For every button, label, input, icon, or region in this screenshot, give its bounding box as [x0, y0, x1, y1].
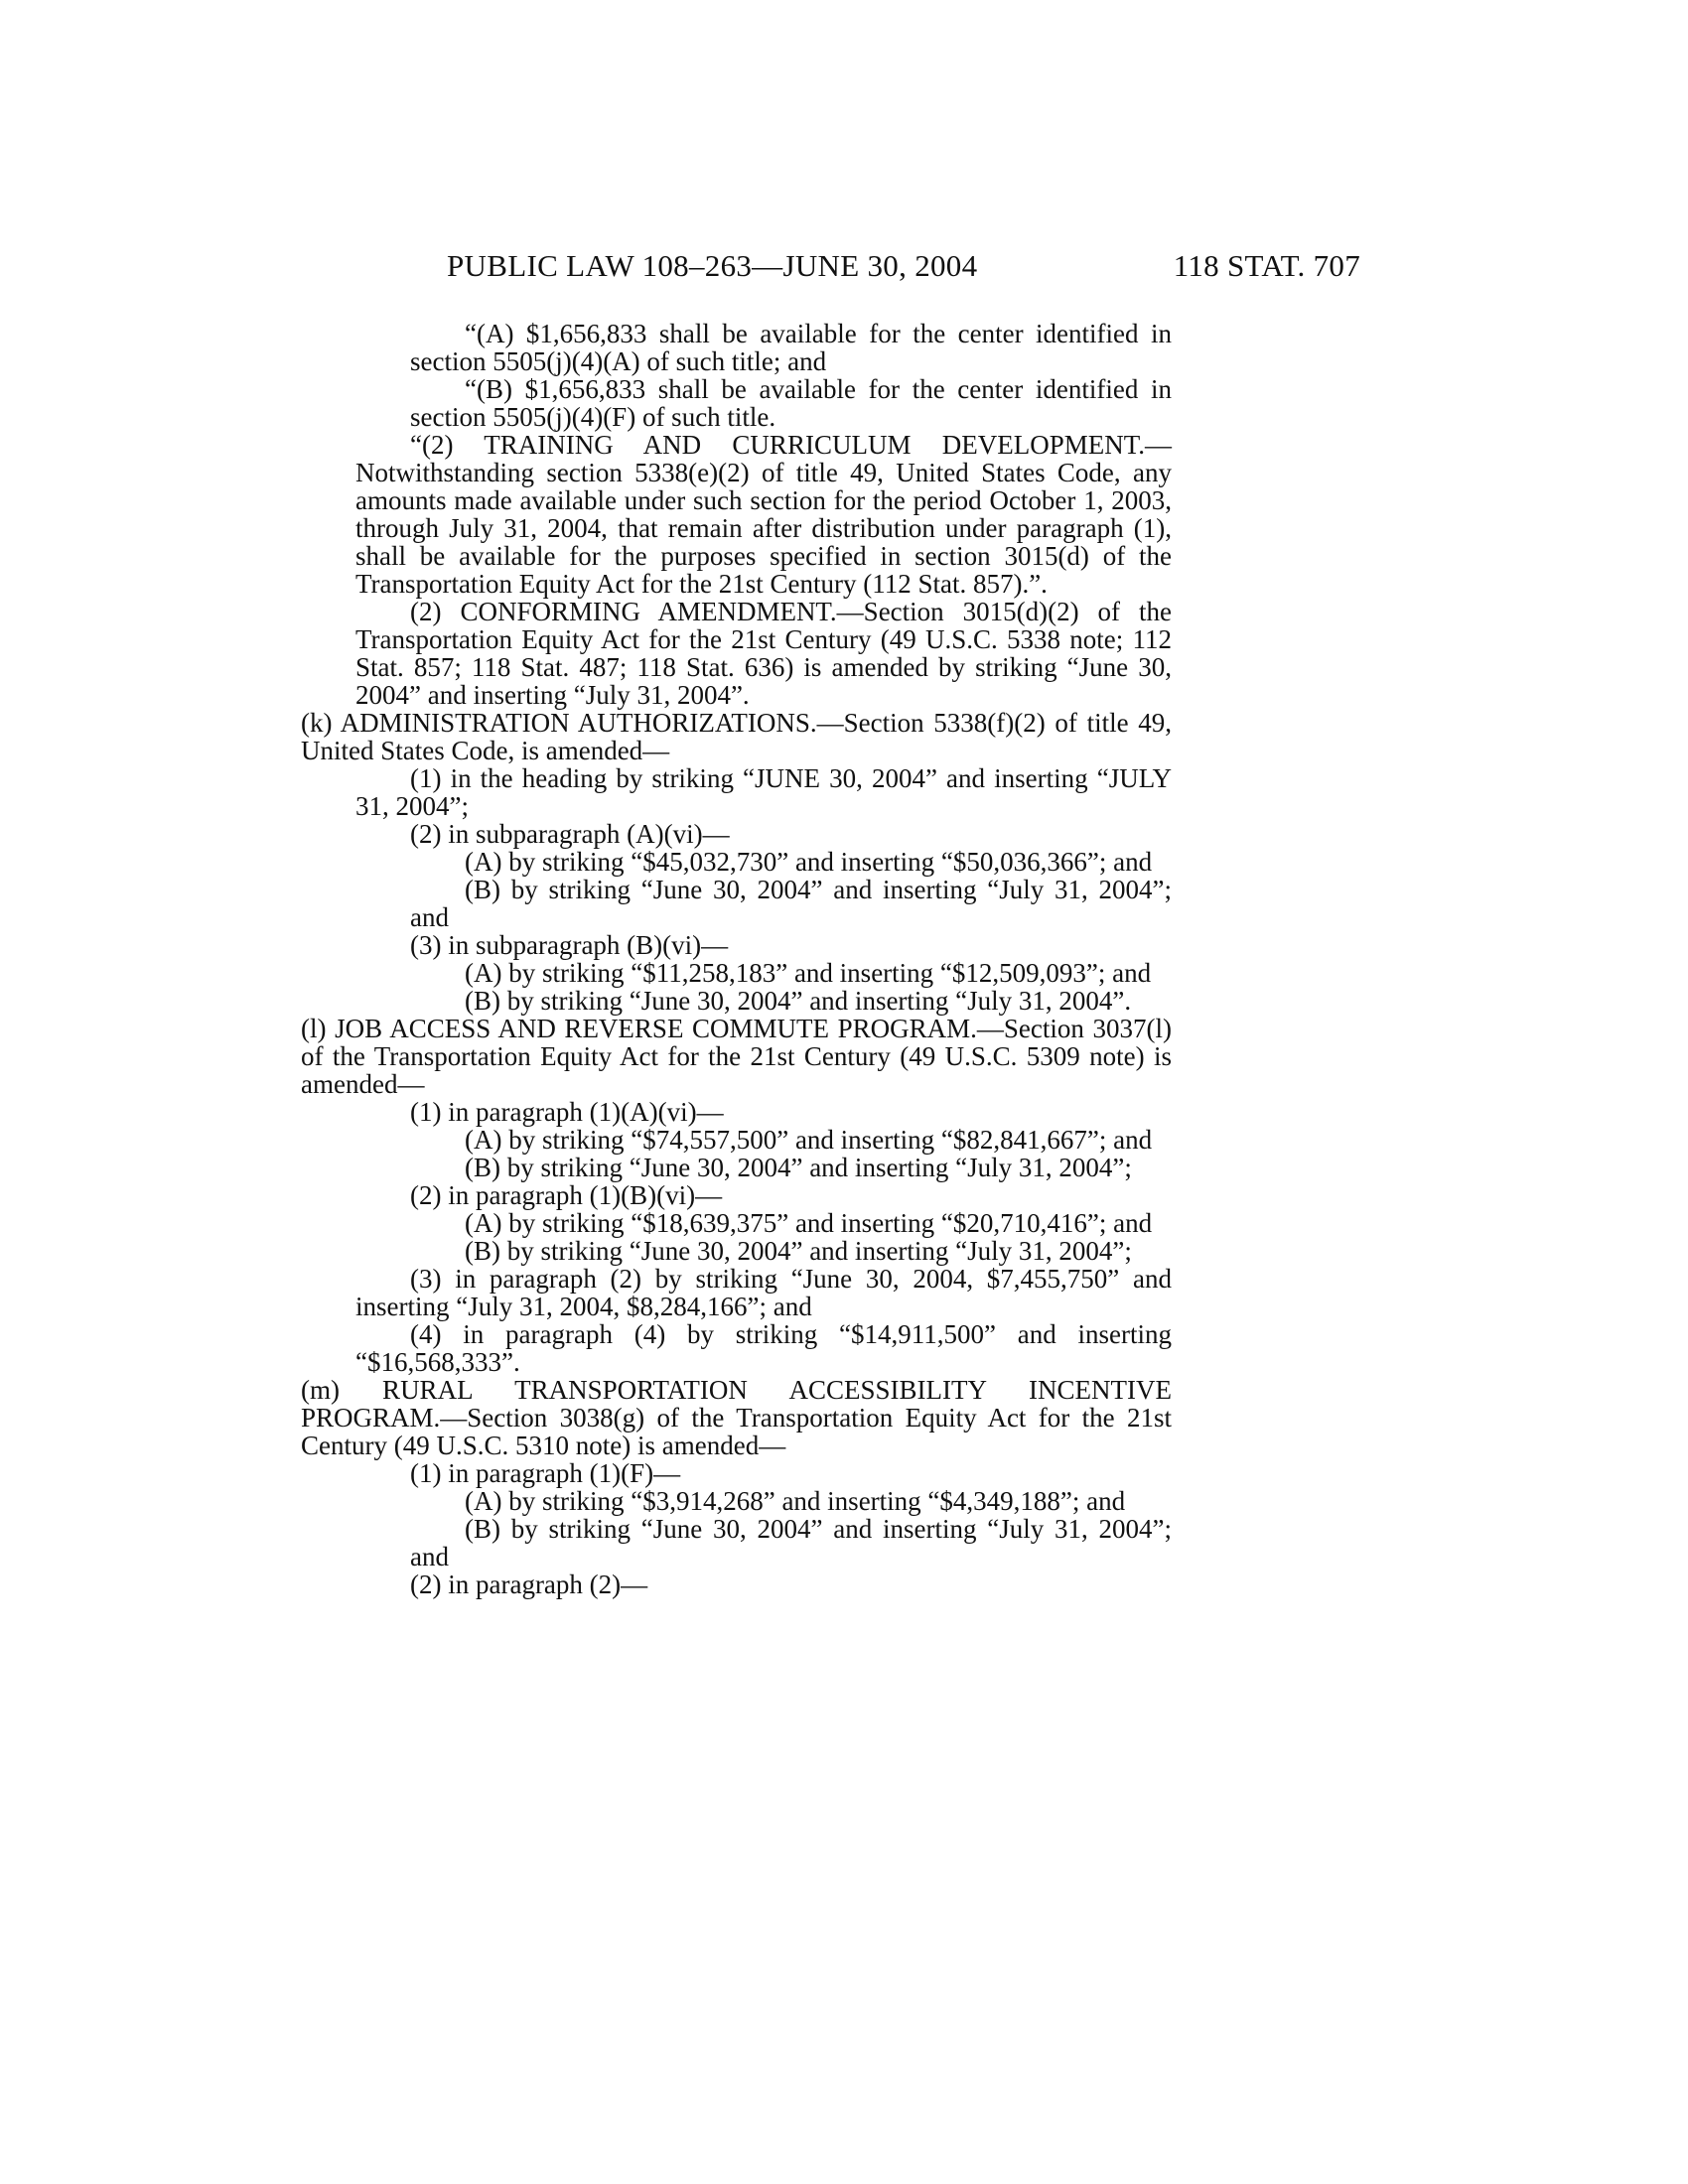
l-4-paragraph: (4) in paragraph (4) by striking “$14,911,500” and inserting “$16,568,333”. — [355, 1319, 1172, 1377]
section-k-text: (k) ADMINISTRATION AUTHORIZATIONS.—Section 5338(f)(2) of title 49, United States Code, is amended— — [301, 708, 1172, 765]
header-statute-page: 118 STAT. 707 — [1173, 248, 1360, 283]
section-l-text: (l) JOB ACCESS AND REVERSE COMMUTE PROGRAM.—Section 3037(l) of the Transportation Equity Act for the 21st Century (49 U.S.C. 5309 note) is amended— — [301, 1014, 1172, 1099]
k-3-a: (A) by striking “$11,258,183” and inserting “$12,509,093”; and — [465, 958, 1152, 988]
k-2-a: (A) by striking “$45,032,730” and inserting “$50,036,366”; and — [465, 847, 1153, 877]
section-m-text: (m) RURAL TRANSPORTATION ACCESSIBILITY INCENTIVE PROGRAM.—Section 3038(g) of the Transportation Equity Act for the 21st Century (49 U.S.C. 5310 note) is amended— — [301, 1375, 1172, 1460]
header-law-date: PUBLIC LAW 108–263—JUNE 30, 2004 — [447, 248, 978, 283]
section-m-rural — [301, 1376, 1172, 1459]
l-2-b: (B) by striking “June 30, 2004” and inserting “July 31, 2004”; — [465, 1236, 1132, 1266]
m-1-a: (A) by striking “$3,914,268” and inserting “$4,349,188”; and — [465, 1486, 1126, 1516]
l-3-paragraph: (3) in paragraph (2) by striking “June 30, 2004, $7,455,750” and inserting “July 31, 2004, $8,284,166”; and — [355, 1264, 1172, 1321]
paragraph-conforming-amendment: (2) CONFORMING AMENDMENT.—Section 3015(d)(2) of the Transportation Equity Act for the 21st Century (49 U.S.C. 5338 note; 112 Stat. 857; 118 Stat. 487; 118 Stat. 636) is amended by striking “June 30, 2004” and inserting “July 31, 2004”. — [355, 597, 1172, 710]
m-1-b: (B) by striking “June 30, 2004” and inserting “July 31, 2004”; and — [410, 1514, 1172, 1571]
k-3-subparagraph: (3) in subparagraph (B)(vi)— — [410, 930, 729, 960]
k-2-subparagraph: (2) in subparagraph (A)(vi)— — [410, 819, 730, 849]
l-2-a: (A) by striking “$18,639,375” and inserting “$20,710,416”; and — [465, 1208, 1153, 1238]
l-1-paragraph: (1) in paragraph (1)(A)(vi)— — [410, 1097, 724, 1127]
statute-body — [301, 320, 1172, 1598]
m-2-paragraph: (2) in paragraph (2)— — [410, 1570, 648, 1599]
l-2-paragraph: (2) in paragraph (1)(B)(vi)— — [410, 1180, 723, 1210]
m-1-paragraph: (1) in paragraph (1)(F)— — [410, 1458, 681, 1488]
running-header — [447, 248, 1360, 288]
l-1-a: (A) by striking “$74,557,500” and inserting “$82,841,667”; and — [465, 1125, 1153, 1155]
k-1-heading: (1) in the heading by striking “JUNE 30, 2004” and inserting “JULY 31, 2004”; — [355, 763, 1172, 821]
section-l-job-access — [301, 1015, 1172, 1098]
subparagraph-a: “(A) $1,656,833 shall be available for the center identified in section 5505(j)(4)(A) of such title; and — [410, 319, 1172, 376]
subparagraph-b: “(B) $1,656,833 shall be available for the center identified in section 5505(j)(4)(F) of such title. — [410, 374, 1172, 432]
section-k-administration — [301, 709, 1172, 764]
paragraph-training-curriculum: “(2) TRAINING AND CURRICULUM DEVELOPMENT.—Notwithstanding section 5338(e)(2) of title 49, United States Code, any amounts made available under such section for the period October 1, 2003, through July 31, 2004, that remain after distribution under paragraph (1), shall be available for the purposes specified in section 3015(d) of the Transportation Equity Act for the 21st Century (112 Stat. 857).”. — [355, 430, 1172, 599]
l-1-b: (B) by striking “June 30, 2004” and inserting “July 31, 2004”; — [465, 1153, 1132, 1182]
k-2-b: (B) by striking “June 30, 2004” and inserting “July 31, 2004”; and — [410, 875, 1172, 932]
k-3-b: (B) by striking “June 30, 2004” and inserting “July 31, 2004”. — [465, 986, 1132, 1016]
